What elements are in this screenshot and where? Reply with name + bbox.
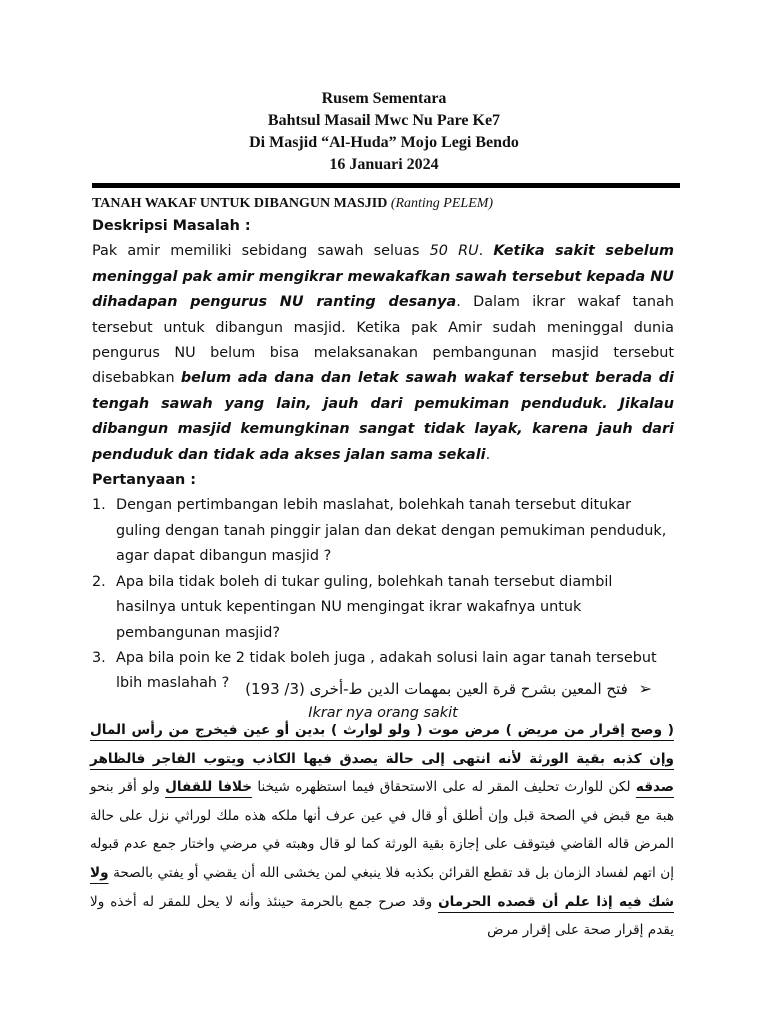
reference-line [90, 674, 652, 704]
list-item [92, 493, 674, 569]
topic-line [92, 194, 674, 214]
arabic-text-3: وقد صرح جمع بالحرمة حينئذ وأنه لا يحل للمقر له أخذه ولا يقدم إقرار صحة على إقرار مرض [90, 893, 674, 939]
deskripsi-emphasis-2: belum ada dana dan letak sawah wakaf tersebut berada di tengah sawah yang lain, jauh dari pemukiman penduduk. Jikalau dibangun masjid kemungkinan sangat tidak layak, karena jauh dari penduduk dan tidak ada akses jalan sama sekali [92, 370, 674, 463]
question-list [92, 493, 674, 696]
topic-source: (Ranting PELEM) [390, 196, 494, 211]
question-text: Apa bila poin ke 2 tidak boleh juga , adakah solusi lain agar tanah tersebut lbih maslahah ? [116, 649, 657, 692]
question-number: 2. [92, 573, 106, 590]
deskripsi-text-4: . [485, 446, 491, 463]
arabic-text-2: ولو أقر بنحو هبة مع قبض في الصحة قبل وإن أطلق أو قال في عين عرف أنها ملكه هذه ملك لوراثي نزل على حالة المرض قاله القاضي فيتوقف على إجازة بقية الورثة كما لو قال وهبته في مرضي واختار جمع عدم قبوله إن اتهم لفساد الزمان بل قد تقطع القرائن بكذبه فلا ينبغي لمن يخشى الله أن يقضي أو يفتي بالصحة [90, 779, 674, 881]
arrow-bullet-icon: ➢ [638, 679, 652, 698]
header-event: Bahtsul Masail Mwc Nu Pare Ke7 [267, 112, 501, 129]
arabic-text-1: لكن للوارث تحليف المقر له على الاستحقاق فيما استظهره شيخنا [252, 779, 636, 796]
header-divider [92, 183, 680, 188]
arabic-emphasis-2: خلافا للقفال [165, 779, 253, 796]
deskripsi-text-1: Pak amir memiliki sebidang sawah seluas [92, 243, 430, 260]
deskripsi-text-3: . Dalam ikrar wakaf tanah tersebut untuk dibangun masjid. Ketika pak Amir sudah meninggal dunia pengurus NU belum bisa melaksanakan pembangunan masjid tersebut disebabkan [92, 294, 674, 387]
document-header [0, 88, 768, 176]
question-text: Apa bila tidak boleh di tukar guling, bolehkah tanah tersebut diambil hasilnya untuk kepentingan NU mengingat ikrar wakafnya untuk pembangunan masjid? [116, 573, 613, 641]
ikrar-heading: Ikrar nya orang sakit [308, 704, 458, 721]
deskripsi-text-2: . [478, 243, 494, 260]
deskripsi-emphasis-1: Ketika sakit sebelum meninggal pak amir mengikrar mewakafkan sawah tersebut kepada NU dihadapan pengurus NU ranting desanya [92, 243, 674, 311]
pertanyaan-label: Pertanyaan : [92, 472, 197, 489]
question-number: 1. [92, 497, 106, 514]
arabic-emphasis-3: ولا شك فيه إذا علم أن قصده الحرمان [90, 864, 674, 910]
deskripsi-label: Deskripsi Masalah : [92, 218, 251, 234]
question-number: 3. [92, 649, 106, 666]
header-title: Rusem Sementara [321, 90, 447, 107]
topic-title: TANAH WAKAF UNTUK DIBANGUN MASJID [92, 196, 388, 211]
header-date: 16 Januari 2024 [329, 156, 439, 173]
arabic-quote [90, 716, 674, 945]
list-item [92, 570, 674, 646]
reference-text: فتح المعين بشرح قرة العين بمهمات الدين ط-أخرى (3/ 193) [245, 680, 628, 698]
deskripsi-area: 50 RU [429, 243, 479, 260]
header-venue: Di Masjid “Al-Huda” Mojo Legi Bendo [249, 134, 519, 151]
document-body [92, 194, 674, 726]
question-text: Dengan pertimbangan lebih maslahat, bolehkah tanah tersebut ditukar guling dengan tanah pinggir jalan dan dekat dengan pemukiman penduduk, agar dapat dibangun masjid ? [116, 497, 667, 565]
arabic-emphasis-1: ( وصح إقرار من مريض ) مرض موت ( ولو لوارث ) بدين أو عين فيخرج من رأس المال وإن كذبه بقية الورثة لأنه انتهى إلى حالة يصدق فيها الكاذب ويتوب الفاجر فالظاهر صدقه [90, 722, 674, 796]
deskripsi-paragraph [92, 239, 674, 468]
